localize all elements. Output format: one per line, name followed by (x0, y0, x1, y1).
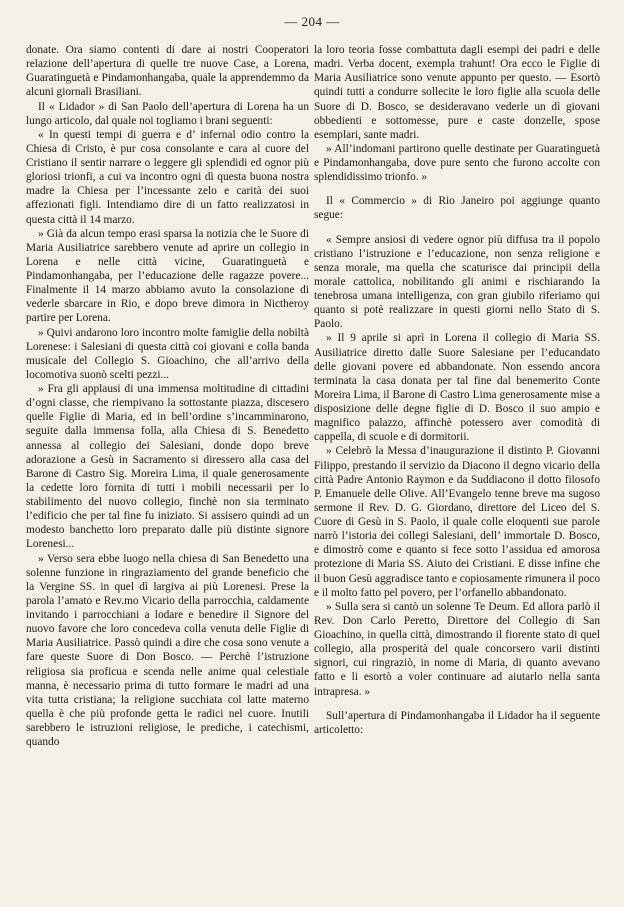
paragraph: » Il 9 aprile si aprì in Lorena il collegio di Maria SS. Ausiliatrice diretto dalle Suore Salesiane per l’educandato delle giovani povere ed abbandonate. Non essendo ancora terminata la casa donata per tal fine dal benemerito Conte Moreira Lima, il Barone di Castro Lima generosamente mise a disposizione delle degne figlie di D. Bosco il suo ampio e magnifico palazzo, affinchè potessero aver comodità di cappella, di scuole e di dormitorii. (314, 332, 600, 444)
paragraph: » Già da alcun tempo erasi sparsa la notizia che le Suore di Maria Ausiliatrice sarebbero venute ad aprire un collegio in Lorena e nelle città vicine, Guaratinguetà e Pindamonhangaba, per l’educazione delle ragazze povere... Finalmente il 14 marzo abbiamo avuto la consolazione di vederle sbarcare in Rio, e dopo breve dimora in Nictheroy partire per Lorena. (26, 227, 309, 325)
paragraph: Il « Commercio » di Rio Janeiro poi aggiunge quanto segue: (314, 195, 600, 222)
paragraph: donate. Ora siamo contenti di dare ai nostri Cooperatori relazione dell’apertura di quelle tre nuove Case, a Lorena, Guaratinguetà e Pindamonhangaba, quale la apprendemmo da alcuni giornali Brasiliani. (26, 44, 309, 99)
right-column (314, 43, 600, 737)
paragraph: » Celebrò la Messa d’inaugurazione il distinto P. Giovanni Filippo, prestando il servizio da Diacono il degno vicario della città Padre Antonio Raymon e da Suddiacono il dotto filosofo P. Emanuele delle Olive. All’Evangelo tenne breve ma sugoso sermone il Rev. D. G. Giordano, direttore del Liceo del S. Cuore di Gesù in S. Paolo, il quale colle eloquenti sue parole narrò l’istoria dei collegi Salesiani, dell’ immortale D. Bosco, e dimostrò come e quanto si fece sotto l’assidua ed amorosa protezione di Maria SS. Aiuto dei Cristiani. E disse infine che il buon Gesù aggradisce tanto e copiosamente rimunera il poco e il molto fatto pel povero, per l’orfanello abbandonato. (314, 445, 600, 599)
page-number: — 204 — (284, 14, 340, 29)
paragraph: » Sulla sera si cantò un solenne Te Deum. Ed allora parlò il Rev. Don Carlo Peretto, Direttore del Collegio di San Gioachino, in quella città, dimostrando il fiorente stato di quel collegio, alla prosperità del quale concorsero varii distinti signori, cui ringraziò, in nome di Maria, di quanto avevano fatto e li esortò a voler continuare ad aiutarlo nella santa intrapresa. » (314, 600, 600, 698)
left-column (26, 43, 309, 749)
paragraph: « In questi tempi di guerra e d’ infernal odio contro la Chiesa di Cristo, è pur cosa consolante e cara al cuore del Cristiano il sentir narrare o leggere gli splendidi ed ognor più gloriosi trionfi, a cui va incontro ogni dì questa buona nostra madre la Chiesa per l’incessante zelo e carità dei suoi affezionati figli. Intendiamo dire di un fatto realizzatosi in questa città il 14 marzo. (26, 128, 309, 226)
paragraph: » Fra gli applausi di una immensa moltitudine di cittadini d’ogni classe, che riempivano la sottostante piazza, discesero quelle Figlie di Maria, ed in bell’ordine s’incamminarono, seguite dalla immensa folla, alla Chiesa di S. Benedetto annessa al collegio dei Salesiani, donde dopo breve adorazione a Gesù in Sacramento si diressero alla casa del Barone di Castro Sig. Moreira Lima, il quale generosamente la cedette loro fornita di tutti i mobili necessarii per lo stabilimento del nuovo collegio, finchè non sia terminato l’edificio che per tal fine fu iniziato. Si assisero quindi ad un modesto banchetto loro preparato dalle più distinte signore Lorenesi... (26, 383, 309, 551)
paragraph: » Verso sera ebbe luogo nella chiesa di San Benedetto una solenne funzione in ringraziamento del grande beneficio che la Vergine SS. in quel dì largiva ai più Lorenesi. Prese la parola l’amato e Rev.mo Vicario della parrocchia, caldamente invitando i parrocchiani a lodare e benedire il Signore del nuovo favore che loro concedeva colla venuta delle Figlie di Maria Ausiliatrice. Passò quindi a dire che cosa sono venute a fare queste Suore di Don Bosco. — Perchè l’istruzione religiosa sia proficua e scenda nelle anime qual celestiale manna, è necessario prima di tutto formare le madri ad una vita tutta cristiana; la religione succhiata col latte materno quella è che più profonde getta le radici nel cuore. Inutili sarebbero le istruzioni religiose, le prediche, i catechismi, quando (26, 552, 309, 749)
paragraph: « Sempre ansiosi di vedere ognor più diffusa tra il popolo cristiano l’istruzione e l’educazione, non senza religione e senza morale, ma quella che scaturisce dai principii della morale cattolica, nobilitando gli animi e rischiarando la tenebrosa umana intelligenza, con gran giubilo riferiamo qui quanto si potè realizzare in questi giorni nello Stato di S. Paolo. (314, 233, 600, 331)
paragraph: la loro teoria fosse combattuta dagli esempi dei padri e delle madri. Verba docent, exempla trahunt! Ora ecco le Figlie di Maria Ausiliatrice sono venute appunto per questo. — Esortò quindi tutti a condurre sollecite le loro figlie alla scuola delle Suore di D. Bosco, se desideravano vederle un dì giovani obbedienti e sottomesse, pure e caste donzelle, spose esemplari, sante madri. (314, 44, 600, 141)
paragraph: » All’indomani partirono quelle destinate per Guaratinguetà e Pindamonhangaba, dove pure sento che furono accolte con splendidissimo trionfo. » (314, 142, 600, 184)
paragraph: Sull’apertura di Pindamonhangaba il Lidador ha il seguente articoletto: (314, 709, 600, 736)
paragraph: Il « Lidador » di San Paolo dell’apertura di Lorena ha un lungo articolo, dal quale noi togliamo i brani seguenti: (26, 100, 309, 127)
paragraph: » Quivi andarono loro incontro molte famiglie della nobiltà Lorenese: i Salesiani di questa città coi giovani e colla banda musicale del Collegio S. Gioachino, che all’arrivo della locomotiva suonò scelti pezzi... (26, 326, 309, 381)
